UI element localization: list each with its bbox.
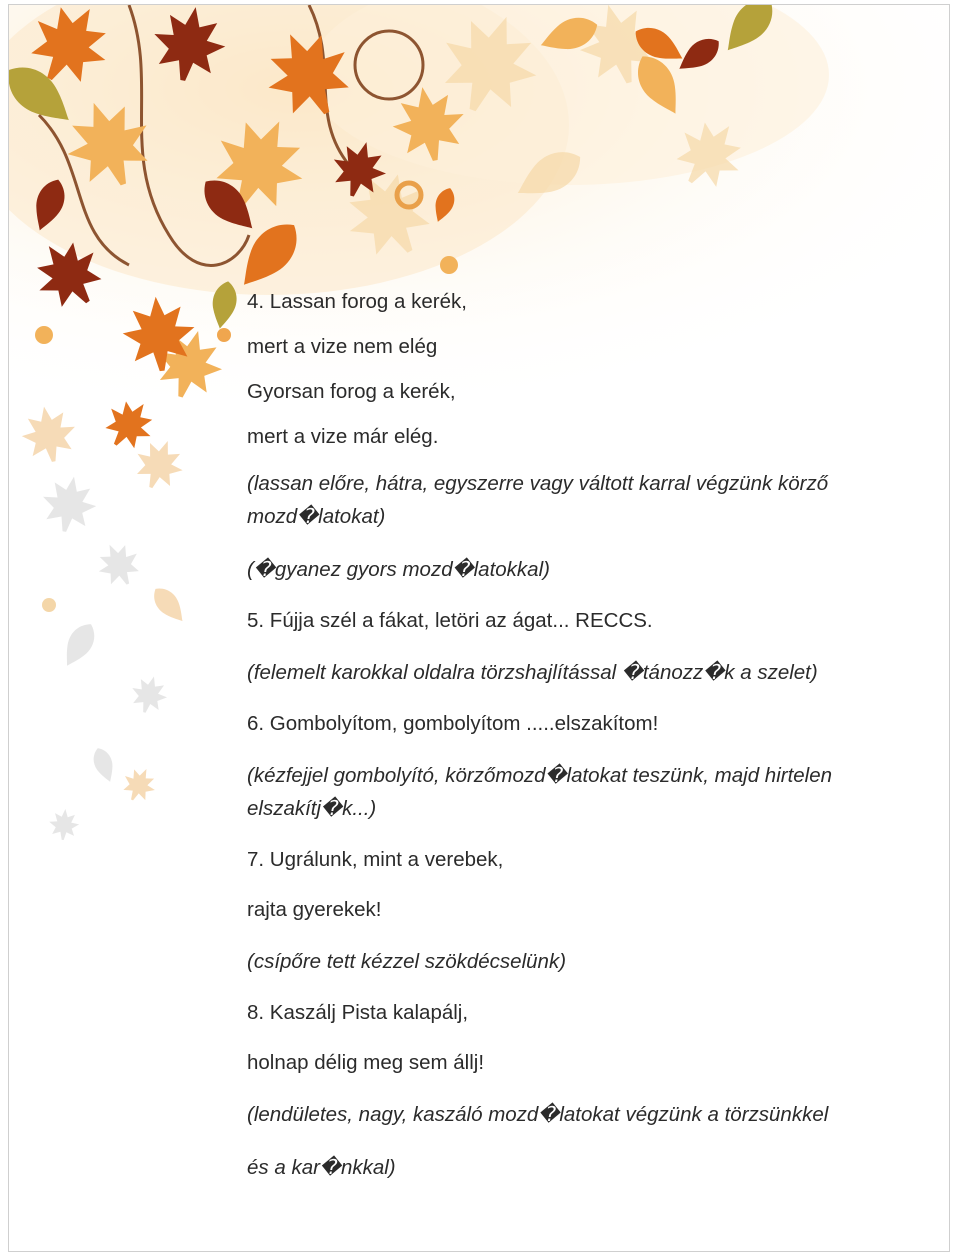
poem-line: 6. Gombolyítom, gombolyítom .....elszakítom! <box>247 712 659 735</box>
poem-line: 7. Ugrálunk, mint a verebek, <box>247 848 504 871</box>
poem-line: 4. Lassan forog a kerék, <box>247 290 467 313</box>
instruction-note: (�gyanez gyors mozd�latokkal) <box>247 558 550 581</box>
poem-text <box>247 287 927 1204</box>
poem-line: holnap délig meg sem állj! <box>247 1051 485 1074</box>
poem-line: rajta gyerekek! <box>247 898 382 921</box>
instruction-note: és a kar�nkkal) <box>247 1156 396 1179</box>
instruction-note: (lassan előre, hátra, egyszerre vagy váltott karral végzünk körző mozd�latokat) <box>247 472 829 528</box>
poem-line: 8. Kaszálj Pista kalapálj, <box>247 1001 469 1024</box>
poem-line: mert a vize már elég. <box>247 425 439 448</box>
page <box>8 4 950 1252</box>
poem-line: 5. Fújja szél a fákat, letöri az ágat... RECCS. <box>247 609 653 632</box>
poem-line: mert a vize nem elég <box>247 335 438 358</box>
instruction-note: (felemelt karokkal oldalra törzshajlítással �tánozz�k a szelet) <box>247 661 818 684</box>
poem-line: Gyorsan forog a kerék, <box>247 380 456 403</box>
instruction-note: (csípőre tett kézzel szökdécselünk) <box>247 950 567 973</box>
instruction-note: (kézfejjel gombolyító, körzőmozd�latokat teszünk, majd hirtelen elszakítj�k...) <box>247 764 833 820</box>
instruction-note: (lendületes, nagy, kaszáló mozd�latokat végzünk a törzsünkkel <box>247 1103 829 1126</box>
